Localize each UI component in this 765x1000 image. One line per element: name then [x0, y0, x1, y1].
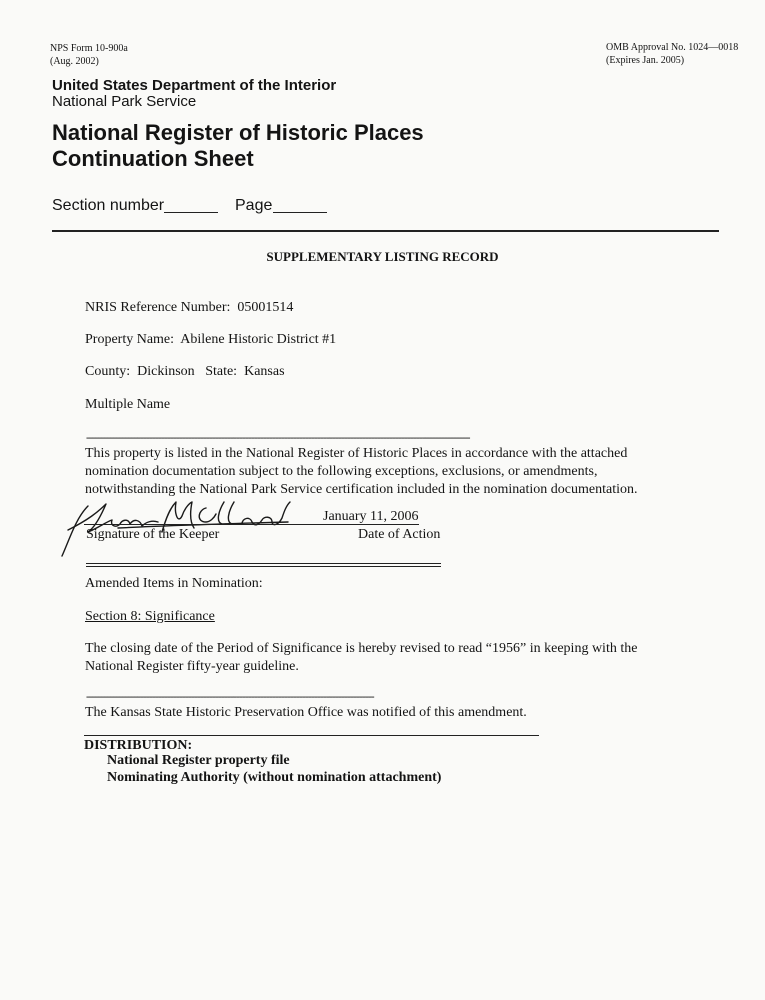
distribution-divider	[84, 735, 539, 736]
page-title: National Register of Historic Places	[52, 120, 424, 145]
county-value: Dickinson	[137, 364, 195, 379]
property-name	[85, 331, 336, 349]
nris-label: NRIS Reference Number:	[85, 300, 231, 315]
amended-section: Section 8: Significance	[85, 609, 215, 624]
form-date: (Aug. 2002)	[50, 56, 99, 67]
certification-text: This property is listed in the National Register of Historic Places in accordance with the attached nomination documentation subject to the following exceptions, exclusions, or amendments, notwithstanding the National Park Service certification included in the nomination documentation.	[85, 446, 638, 497]
amendment-text: The closing date of the Period of Significance is hereby revised to read “1956” in keeping with the National Register fifty-year guideline.	[85, 641, 638, 674]
omb-approval: OMB Approval No. 1024—0018	[606, 42, 739, 53]
nris-value: 05001514	[237, 300, 294, 315]
county-label: County:	[85, 364, 131, 379]
distribution-item: National Register property file	[107, 753, 290, 768]
page-label: Page	[235, 197, 273, 214]
distribution-item: Nominating Authority (without nomination attachment)	[107, 770, 442, 785]
shpo-notification: The Kansas State Historic Preservation Office was notified of this amendment.	[85, 705, 527, 720]
page-subtitle: Continuation Sheet	[52, 146, 254, 171]
section-number-label: Section number	[52, 197, 165, 214]
double-rule-bottom	[86, 566, 441, 567]
page-number-line	[273, 212, 327, 213]
header-divider	[52, 230, 719, 232]
distribution-heading: DISTRIBUTION:	[84, 738, 193, 753]
double-rule-top	[86, 563, 441, 564]
date-of-action-label: Date of Action	[358, 527, 441, 542]
omb-expires: (Expires Jan. 2005)	[606, 55, 685, 66]
agency-name: National Park Service	[52, 93, 197, 110]
multiple-name-label: Multiple Name	[85, 397, 171, 412]
nris-reference	[85, 299, 293, 317]
signature-label: Signature of the Keeper	[86, 527, 220, 542]
section-number-line	[164, 212, 218, 213]
state-value: Kansas	[244, 364, 285, 379]
department-name: United States Department of the Interior	[52, 77, 337, 94]
property-value: Abilene Historic District #1	[180, 332, 337, 347]
dashed-divider-1: --------------------------------------------------------------------------------------------------------------------------------	[86, 430, 470, 444]
record-heading: SUPPLEMENTARY LISTING RECORD	[266, 249, 499, 264]
amended-items-heading: Amended Items in Nomination:	[85, 576, 263, 591]
action-date: January 11, 2006	[323, 509, 419, 524]
form-number: NPS Form 10-900a	[50, 43, 128, 54]
property-label: Property Name:	[85, 332, 175, 347]
county-state	[85, 363, 285, 381]
dashed-divider-2: ------------------------------------------------------------------------------------------------	[86, 689, 374, 703]
state-label: State:	[205, 364, 238, 379]
